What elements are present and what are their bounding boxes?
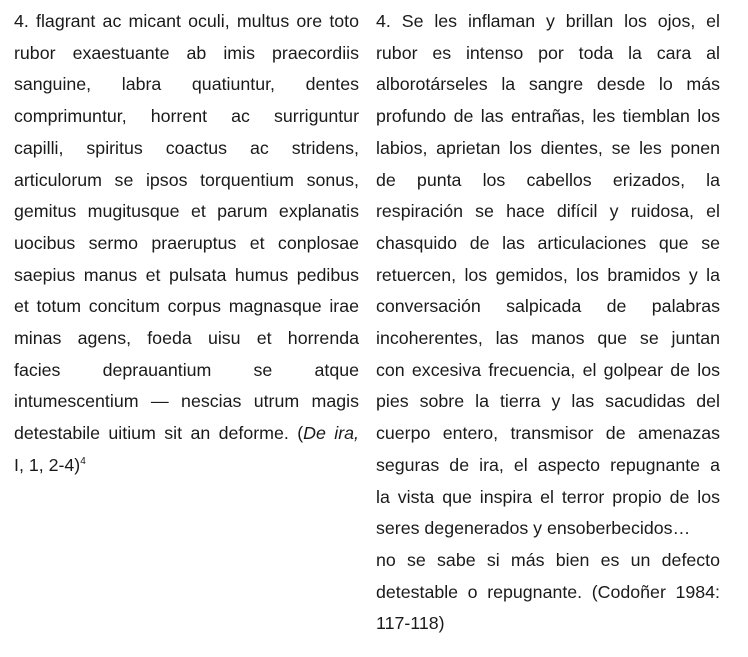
spanish-line: con excesiva frecuencia, el golpear de los [376, 359, 720, 380]
spanish-line: 4. Se les inflaman y brillan los ojos, el [376, 11, 720, 31]
latin-line: minas agens, foeda uisu et horrenda [14, 328, 359, 349]
spanish-line: cuerpo entero, transmisor de amenazas [376, 423, 720, 444]
spanish-citation-reference: 117-118) [376, 613, 445, 634]
latin-closing-line [14, 418, 359, 450]
latin-line: sanguine, labra quatiuntur, dentes [14, 74, 359, 95]
footnote-marker: 4 [80, 455, 86, 467]
latin-line: gemitus mugitusque et parum explanatis [14, 201, 359, 222]
spanish-line: seguras de ira, el aspecto repugnante a [376, 454, 720, 475]
spanish-line: detestable o repugnante. (Codoñer 1984: [376, 581, 720, 602]
spanish-line: conversación salpicada de palabras [376, 296, 720, 317]
latin-final-line [14, 450, 359, 482]
citation-reference: I, 1, 2-4) [14, 454, 81, 475]
spanish-line: pies sobre la tierra y las sacudidas del [376, 391, 720, 412]
spanish-line: retuercen, los gemidos, los bramidos y la [376, 264, 720, 285]
latin-line: articulorum se ipsos torquentium sonus, [14, 169, 359, 190]
latin-line: 4. flagrant ac micant oculi, multus ore toto [14, 11, 359, 31]
spanish-line: alborotárseles la sangre desde lo más [376, 74, 720, 95]
spanish-line: labios, aprietan los dientes, se les ponen [376, 137, 720, 158]
spanish-line: rubor es intenso por toda la cara al [376, 42, 720, 63]
latin-line: uocibus sermo praeruptus et conplosae [14, 232, 359, 253]
latin-line: intumescentium — nescias utrum magis [14, 391, 359, 412]
latin-line: facies deprauantium se atque [14, 359, 359, 380]
spanish-line: no se sabe si más bien es un defecto [376, 549, 720, 570]
spanish-line: de punta los cabellos erizados, la [376, 169, 720, 190]
spanish-line: respiración se hace difícil y ruidosa, el [376, 201, 720, 222]
latin-line: saepius manus et pulsata humus pedibus [14, 264, 359, 285]
latin-line: rubor exaestuante ab imis praecordiis [14, 42, 359, 63]
spanish-line: profundo de las entrañas, les tiemblan los [376, 106, 720, 127]
latin-line: comprimuntur, horrent ac surriguntur [14, 106, 359, 127]
spanish-line: chasquido de las articulaciones que se [376, 232, 720, 253]
latin-line: et totum concitum corpus magnasque irae [14, 296, 359, 317]
spanish-translation-column [376, 6, 720, 657]
latin-closing-text: detestabile uitium sit an deforme. ( [14, 423, 304, 444]
latin-original-column [14, 6, 359, 657]
spanish-line: la vista que inspira el terror propio de los [376, 486, 720, 507]
citation-work-title: De ira, [303, 423, 359, 444]
spanish-line: seres degenerados y ensoberbecidos… [376, 518, 691, 539]
latin-line: capilli, spiritus coactus ac stridens, [14, 137, 359, 158]
spanish-line: incoherentes, las manos que se juntan [376, 328, 720, 349]
